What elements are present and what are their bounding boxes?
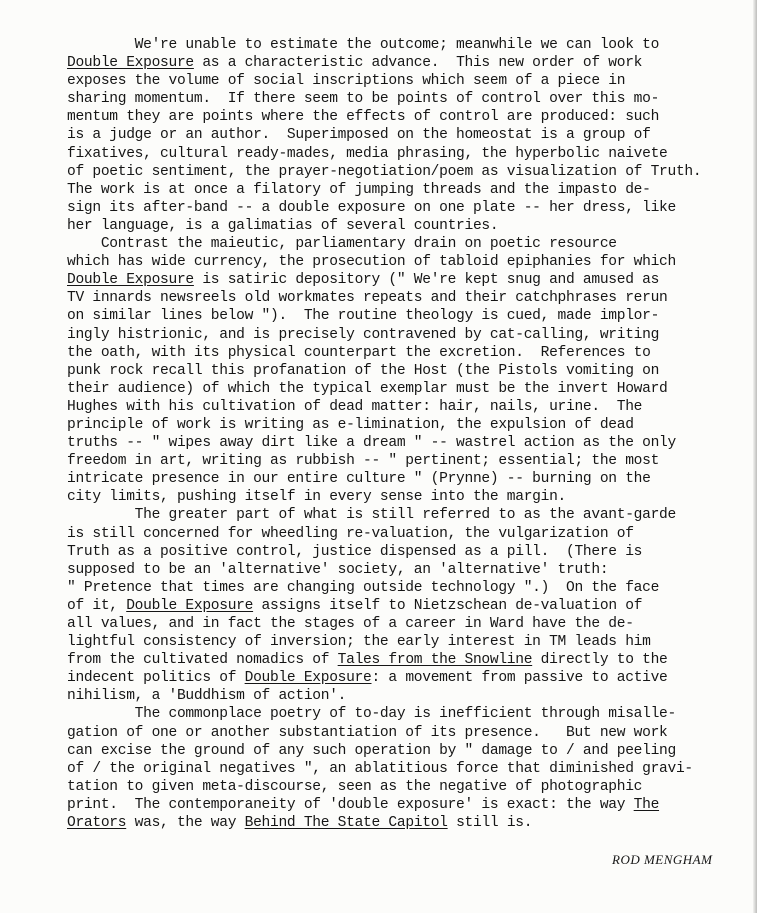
- text-line: [67, 36, 757, 54]
- text-span: is satiric depository (" We're kept snug and amused as: [193, 272, 660, 289]
- text-line: [67, 181, 757, 199]
- text-line: [67, 760, 757, 778]
- text-line: [67, 217, 757, 235]
- text-span: gation of one or another substantiation of its presence. But new work: [67, 724, 668, 741]
- underlined-title: Behind The State Capitol: [244, 815, 448, 832]
- text-span: assigns itself to Nietzschean de-valuation of: [253, 597, 643, 614]
- text-line: [67, 434, 757, 452]
- text-line: [67, 271, 757, 289]
- text-span: ingly histrionic, and is precisely contravened by cat-calling, writing: [67, 326, 660, 343]
- text-line: [67, 163, 757, 181]
- text-span: all values, and in fact the stages of a career in Ward have the de-: [67, 616, 634, 632]
- text-span: of / the original negatives ", an ablatitious force that diminished gravi-: [67, 760, 693, 777]
- text-span: " Pretence that times are changing outside technology ".) On the face: [67, 579, 660, 596]
- text-span: their audience) of which the typical exemplar must be the invert Howard: [67, 380, 668, 397]
- text-line: [67, 54, 757, 72]
- text-span: Truth as a positive control, justice dispensed as a pill. (There is: [67, 543, 643, 560]
- text-line: [67, 705, 757, 723]
- underlined-title: Double Exposure: [126, 597, 254, 614]
- underlined-title: Double Exposure: [67, 55, 194, 72]
- text-line: [67, 778, 757, 796]
- text-span: sharing momentum. If there seem to be points of control over this mo-: [67, 91, 660, 108]
- text-line: [67, 651, 757, 669]
- text-span: lightful consistency of inversion; the early interest in TM leads him: [67, 634, 651, 651]
- text-span: principle of work is writing as e-limination, the expulsion of dead: [67, 416, 634, 433]
- text-span: Contrast the maieutic, parliamentary drain on poetic resource: [67, 236, 617, 253]
- text-line: [67, 724, 757, 742]
- text-span: of poetic sentiment, the prayer-negotiation/poem as visualization of Truth.: [67, 163, 702, 180]
- author-signature: ROD MENGHAM: [612, 852, 713, 867]
- underlined-title: Orators: [67, 815, 127, 832]
- text-span: her language, is a galimatias of several countries.: [67, 217, 499, 234]
- text-span: tation to given meta-discourse, seen as the negative of photographic: [67, 778, 643, 795]
- text-span: truths -- " wipes away dirt like a dream " -- wastrel action as the only: [67, 435, 676, 452]
- text-span: on similar lines below "). The routine theology is cued, made implor-: [67, 308, 660, 325]
- text-line: [67, 307, 757, 325]
- text-span: which has wide currency, the prosecution of tabloid epiphanies for which: [67, 254, 676, 271]
- text-span: The commonplace poetry of to-day is inefficient through misalle-: [67, 706, 676, 723]
- text-line: [67, 796, 757, 814]
- text-line: [67, 326, 757, 344]
- text-span: is a judge or an author. Superimposed on the homeostat is a group of: [67, 127, 651, 144]
- text-span: city limits, pushing itself in every sense into the margin.: [67, 489, 567, 506]
- essay-body: [67, 36, 757, 832]
- text-span: sign its after-band -- a double exposure on one plate -- her dress, like: [67, 199, 676, 216]
- text-line: [67, 416, 757, 434]
- text-line: [67, 561, 757, 579]
- text-line: [67, 126, 757, 144]
- text-line: [67, 579, 757, 597]
- text-span: freedom in art, writing as rubbish -- " pertinent; essential; the most: [67, 453, 660, 470]
- text-line: [67, 470, 757, 488]
- text-line: [67, 633, 757, 651]
- text-line: [67, 398, 757, 416]
- underlined-title: Double Exposure: [67, 272, 194, 289]
- text-line: [67, 597, 757, 615]
- text-line: [67, 488, 757, 506]
- text-line: [67, 235, 757, 253]
- text-line: [67, 253, 757, 271]
- text-span: still is.: [447, 815, 533, 832]
- text-span: as a characteristic advance. This new order of work: [193, 55, 643, 72]
- text-span: The work is at once a filatory of jumping threads and the impasto de-: [67, 181, 651, 198]
- text-span: supposed to be an 'alternative' society, an 'alternative' truth:: [67, 561, 609, 578]
- text-line: [67, 344, 757, 362]
- text-span: exposes the volume of social inscriptions which seem of a piece in: [67, 73, 626, 90]
- text-line: [67, 543, 757, 561]
- text-line: [67, 145, 757, 163]
- text-span: : a movement from passive to active: [371, 670, 668, 687]
- text-span: was, the way: [126, 815, 245, 832]
- text-span: punk rock recall this profanation of the Host (the Pistols vomiting on: [67, 362, 660, 379]
- text-line: [67, 814, 757, 832]
- text-span: Hughes with his cultivation of dead matter: hair, nails, urine. The: [67, 398, 643, 415]
- text-line: [67, 669, 757, 687]
- text-line: [67, 380, 757, 398]
- text-span: The greater part of what is still referred to as the avant-garde: [67, 507, 676, 524]
- underlined-title: Double Exposure: [244, 670, 372, 687]
- text-span: can excise the ground of any such operation by " damage to / and peeling: [67, 742, 676, 759]
- text-span: from the cultivated nomadics of: [67, 652, 338, 669]
- text-span: nihilism, a 'Buddhism of action'.: [67, 688, 347, 705]
- text-span: TV innards newsreels old workmates repeats and their catchphrases rerun: [67, 290, 668, 307]
- underlined-title: Tales from the Snowline: [337, 652, 533, 669]
- text-span: intricate presence in our entire culture " (Prynne) -- burning on the: [67, 471, 651, 488]
- text-line: [67, 525, 757, 543]
- text-line: [67, 687, 757, 705]
- text-span: fixatives, cultural ready-mades, media phrasing, the hyperbolic naivete: [67, 145, 668, 162]
- text-span: the oath, with its physical counterpart the excretion. References to: [67, 344, 651, 361]
- text-span: indecent politics of: [67, 670, 245, 687]
- text-span: of it,: [67, 597, 127, 614]
- text-line: [67, 506, 757, 524]
- text-line: [67, 108, 757, 126]
- text-span: We're unable to estimate the outcome; meanwhile we can look to: [67, 37, 660, 53]
- text-span: is still concerned for wheedling re-valuation, the vulgarization of: [67, 525, 634, 542]
- text-line: [67, 199, 757, 217]
- text-line: [67, 615, 757, 633]
- text-line: [67, 289, 757, 307]
- underlined-title: The: [633, 796, 660, 813]
- text-span: print. The contemporaneity of 'double exposure' is exact: the way: [67, 796, 634, 813]
- text-span: directly to the: [532, 652, 668, 669]
- text-line: [67, 452, 757, 470]
- text-line: [67, 72, 757, 90]
- text-span: mentum they are points where the effects of control are produced: such: [67, 109, 660, 126]
- text-line: [67, 90, 757, 108]
- text-line: [67, 362, 757, 380]
- text-line: [67, 742, 757, 760]
